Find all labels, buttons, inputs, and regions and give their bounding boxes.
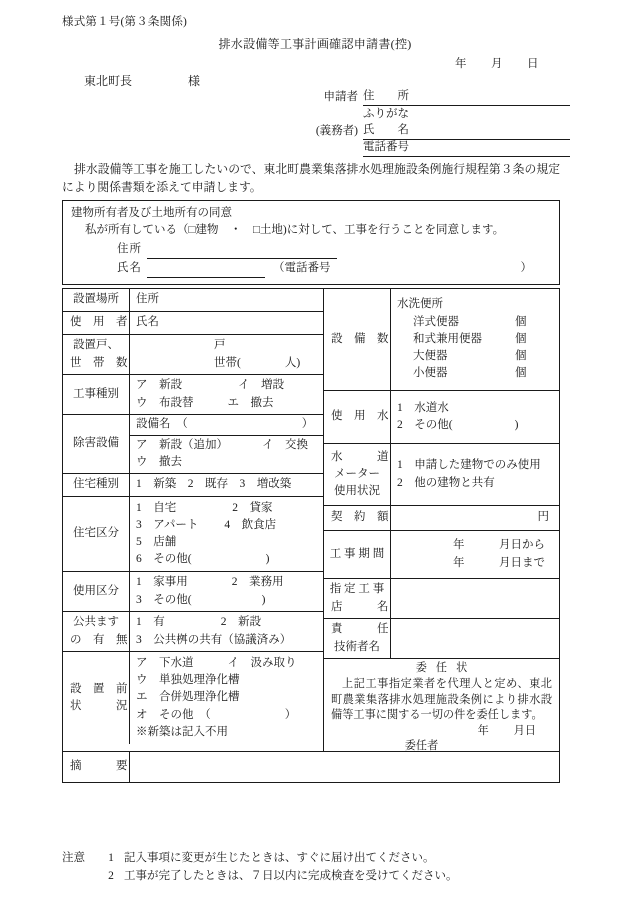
applicant-furigana-row	[300, 106, 570, 123]
row-pretreatment	[63, 414, 323, 473]
contract-amount-label: 契 約 額	[324, 506, 391, 530]
consent-statement: 私が所有している（□建物 ・ □土地)に対して、工事を行うことを同意します。	[85, 224, 505, 237]
summary-value[interactable]	[130, 752, 559, 782]
work-type-options[interactable]: ア 新設 イ 増設 ウ 布設替 エ 撤去	[136, 379, 284, 409]
consent-address-label: 住 所	[117, 243, 141, 256]
note-item	[62, 849, 572, 867]
addressee-honorific: 様	[188, 74, 201, 88]
applicant-tel-label: 電話番号	[363, 139, 415, 157]
row-fixture-count	[324, 288, 559, 390]
consent-box	[62, 200, 560, 285]
row-house-class	[63, 496, 323, 571]
row-engineer-name	[324, 618, 559, 658]
poa-signer-label: 委任者	[404, 740, 439, 753]
poa-body: 上記工事指定業者を代理人と定め、東北町農業集落排水処理施設条例により排水設備等工事に関する一切の件を委任します。	[331, 678, 552, 722]
house-class-options[interactable]: 1 自宅 2 貸家 3 アパート 4 飲食店 5 店舗 6 その他( )	[136, 501, 277, 566]
water-source-options[interactable]: 1 水道水 2 その他( )	[397, 401, 519, 431]
row-work-period	[324, 530, 559, 578]
user-value[interactable]: 氏名	[136, 316, 159, 329]
applicant-furigana-label: ふりがな	[363, 108, 409, 121]
engineer-name-label: 責 任 技術者名	[324, 619, 391, 658]
row-summary	[63, 751, 559, 782]
house-type-label: 住宅種別	[63, 474, 130, 496]
poa-title: 委任状	[415, 662, 477, 674]
before-condition-label: 設 置 前 状 況	[63, 652, 130, 744]
user-label: 使 用 者	[63, 312, 130, 334]
form-number: 様式第１号(第３条関係)	[62, 16, 188, 28]
note-item	[62, 867, 572, 885]
note-text: 工事が完了したときは、７日以内に完成検査を受けてください。	[124, 870, 458, 883]
notes-block	[62, 849, 572, 886]
row-before-condition	[63, 651, 323, 744]
poa-date[interactable]: 年 月日	[477, 724, 536, 737]
households-value[interactable]: 戸 世帯( 人)	[214, 339, 301, 369]
install-place-label: 設置場所	[63, 289, 130, 311]
pretreatment-options[interactable]: ア 新設（追加） イ 交換 ウ 撤去	[130, 435, 323, 473]
work-period-label: 工 事 期 間	[324, 531, 391, 578]
intro-paragraph: 排水設備等工事を施工したいので、東北町農業集落排水処理施設条例施行規程第３条の規定により関係書類を添えて申請します。	[62, 162, 560, 195]
addressee	[84, 73, 200, 90]
note-text: 記入事項に変更が生じたときは、すぐに届け出てください。	[124, 852, 435, 864]
applicant-name-row	[300, 123, 570, 140]
consent-address-input[interactable]	[147, 244, 337, 259]
row-water-meter	[324, 443, 559, 505]
applicant-name-input[interactable]	[415, 125, 570, 140]
row-contract-amount	[324, 505, 559, 530]
row-work-type	[63, 374, 323, 414]
water-meter-options[interactable]: 1 申請した建物でのみ使用 2 他の建物と共有	[397, 459, 541, 489]
consent-tel-close: ）	[520, 262, 532, 275]
row-contractor-name	[324, 578, 559, 618]
public-box-label: 公共ます の 有 無	[63, 612, 130, 651]
addressee-name: 東北町長	[84, 74, 133, 88]
consent-heading: 建物所有者及び土地所有の同意	[71, 207, 232, 219]
applicant-address-label: 住 所	[363, 88, 415, 106]
table-columns	[63, 288, 559, 751]
obligor-lead-label: (義務者)	[315, 125, 358, 138]
pretreatment-equipment-name[interactable]: 設備名 （ ）	[136, 418, 314, 431]
pretreatment-label: 除害設備	[63, 415, 130, 473]
work-period-value[interactable]: 年 月日から 年 月日まで	[453, 539, 545, 569]
before-condition-options[interactable]: ア 下水道 イ 汲み取り ウ 単独処理浄化槽 エ 合併処理浄化槽 オ その他 （ ） ※新築は記入不用	[130, 652, 323, 744]
contractor-name-label: 指 定 工 事 店 名	[324, 579, 391, 618]
notes-heading-spacer	[62, 867, 98, 885]
engineer-name-value[interactable]	[391, 619, 559, 658]
consent-name-label: 氏 名	[117, 262, 141, 275]
use-class-label: 使用区分	[63, 572, 130, 611]
applicant-name-label: 氏 名	[363, 122, 415, 140]
table-left-group	[63, 288, 323, 751]
main-table	[62, 288, 560, 783]
note-number: 2	[108, 870, 114, 883]
use-class-options[interactable]: 1 家事用 2 業務用 3 その他( )	[136, 576, 284, 606]
consent-address-row	[71, 240, 551, 259]
table-right-group	[323, 288, 559, 751]
applicant-lead-label: 申請者	[323, 91, 358, 104]
consent-tel-group	[273, 260, 532, 277]
fixture-count-label: 設 備 数	[324, 289, 391, 390]
fixture-row: 洋式便器 個	[413, 315, 527, 328]
before-condition-note: ※新築は記入不用	[136, 725, 228, 738]
row-power-of-attorney	[324, 658, 559, 751]
applicant-furigana-input[interactable]	[415, 109, 570, 123]
applicant-tel-row	[300, 140, 570, 157]
fixture-count-values[interactable]	[391, 289, 559, 390]
fixture-row: 和式兼用便器 個	[413, 332, 527, 345]
contract-amount-value[interactable]: 円	[537, 511, 549, 524]
row-households	[63, 334, 323, 374]
date-year-label: 年	[455, 58, 467, 70]
fixture-heading: 水洗便所	[397, 298, 443, 311]
fixture-row: 大便器 個	[413, 350, 527, 363]
pretreatment-content	[130, 415, 323, 473]
row-install-place	[63, 288, 323, 311]
public-box-options[interactable]: 1 有 2 新設 3 公共桝の共有（協議済み）	[136, 616, 292, 646]
contractor-name-value[interactable]	[391, 579, 559, 618]
water-meter-label: 水 道 メーター 使用状況	[324, 444, 391, 505]
page-title: 排水設備等工事計画確認申請書(控)	[218, 37, 412, 51]
date-month-label: 月	[491, 58, 503, 70]
work-type-label: 工事種別	[63, 375, 130, 414]
consent-tel-open: （電話番号	[273, 262, 331, 275]
consent-name-row	[71, 259, 551, 278]
applicant-tel-input[interactable]	[415, 142, 570, 157]
consent-name-input[interactable]	[147, 263, 265, 278]
install-place-value[interactable]: 住所	[136, 293, 159, 306]
notes-heading: 注意	[62, 852, 85, 864]
row-water-source	[324, 390, 559, 443]
row-use-class	[63, 571, 323, 611]
row-user	[63, 311, 323, 334]
fixture-row: 小便器 個	[413, 367, 527, 380]
summary-label: 摘 要	[63, 752, 130, 782]
power-of-attorney-block	[324, 659, 559, 751]
note-number: 1	[108, 852, 114, 864]
house-type-options[interactable]: 1 新築 2 既存 3 増改築	[136, 478, 292, 491]
applicant-address-input[interactable]	[415, 91, 570, 106]
house-class-label: 住宅区分	[63, 497, 130, 571]
applicant-block	[300, 89, 570, 157]
row-house-type	[63, 473, 323, 496]
submission-date	[455, 56, 539, 73]
water-source-label: 使 用 水	[324, 391, 391, 443]
households-label: 設置戸、 世 帯 数	[63, 335, 130, 374]
row-public-box	[63, 611, 323, 651]
date-day-label: 日	[527, 58, 539, 70]
applicant-address-row	[300, 89, 570, 106]
